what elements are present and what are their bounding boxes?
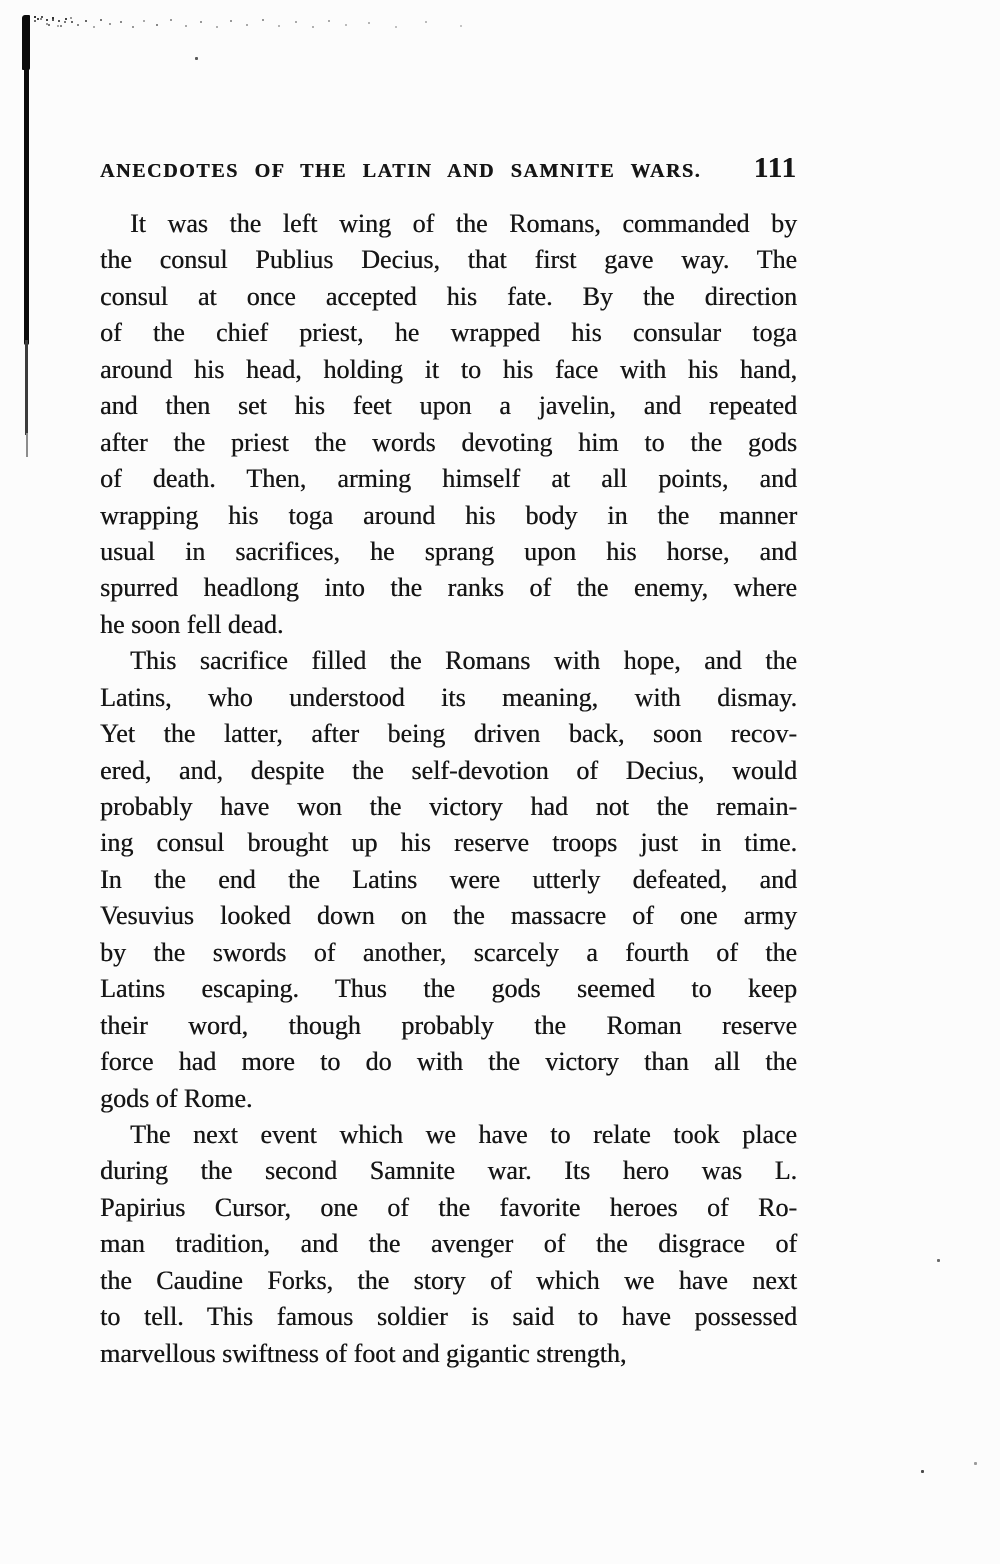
text-line: ing consul brought up his reserve troops just in time.	[100, 828, 797, 858]
text-line: and then set his feet upon a javelin, and repeated	[100, 391, 797, 421]
header-title: ANECDOTES OF THE LATIN AND SAMNITE WARS.	[100, 160, 702, 182]
text-line: Papirius Cursor, one of the favorite heroes of Ro-	[100, 1192, 797, 1222]
text-line: of death. Then, arming himself at all points, and	[100, 464, 797, 494]
text-line: usual in sacrifices, he sprang upon his horse, and	[100, 536, 797, 566]
text-line: spurred headlong into the ranks of the enemy, where	[100, 573, 797, 603]
page-number: 111	[753, 152, 797, 184]
text-line: the Caudine Forks, the story of which we have next	[100, 1265, 797, 1295]
running-header	[100, 152, 797, 185]
text-line: consul at once accepted his fate. By the direction	[100, 281, 797, 311]
text-line: after the priest the words devoting him to the gods	[100, 427, 797, 457]
text-line: man tradition, and the avenger of the disgrace of	[100, 1229, 797, 1259]
text-line: Latins escaping. Thus the gods seemed to keep	[100, 974, 797, 1004]
text-line: force had more to do with the victory than all the	[100, 1047, 797, 1077]
text-line: In the end the Latins were utterly defeated, and	[100, 864, 797, 894]
text-line: he soon fell dead.	[100, 609, 284, 639]
text-line: around his head, holding it to his face with his hand,	[100, 354, 797, 384]
text-line: during the second Samnite war. Its hero was L.	[100, 1156, 797, 1186]
text-line: by the swords of another, scarcely a fourth of the	[100, 937, 797, 967]
text-line: Vesuvius looked down on the massacre of one army	[100, 901, 797, 931]
scan-stray-dots	[195, 57, 198, 60]
text-line: probably have won the victory had not the remain-	[100, 792, 797, 821]
text-line: This sacrifice filled the Romans with hope, and the	[130, 646, 797, 676]
binding-mark-mid	[25, 340, 28, 435]
binding-mark-cap	[22, 15, 30, 70]
text-line: Latins, who understood its meaning, with dismay.	[100, 682, 797, 712]
binding-mark-tail	[26, 433, 28, 457]
text-line: their word, though probably the Roman reserve	[100, 1010, 797, 1040]
text-line: The next event which we have to relate took place	[130, 1119, 797, 1149]
text-line: gods of Rome.	[100, 1083, 253, 1113]
text-line: marvellous swiftness of foot and gigantic strength,	[100, 1338, 627, 1368]
text-line: Yet the latter, after being driven back, soon recov-	[100, 719, 797, 749]
text-line: It was the left wing of the Romans, commanded by	[130, 209, 797, 238]
text-line: wrapping his toga around his body in the manner	[100, 500, 797, 530]
text-line: of the chief priest, he wrapped his consular toga	[100, 318, 797, 348]
scan-noise-band	[30, 17, 32, 19]
text-line: to tell. This famous soldier is said to have possessed	[100, 1302, 797, 1332]
scan-noise-scribble	[34, 16, 36, 18]
text-line: ered, and, despite the self-devotion of Decius, would	[100, 755, 797, 785]
text-line: the consul Publius Decius, that first gave way. The	[100, 245, 797, 275]
page-body-text	[100, 206, 797, 1372]
